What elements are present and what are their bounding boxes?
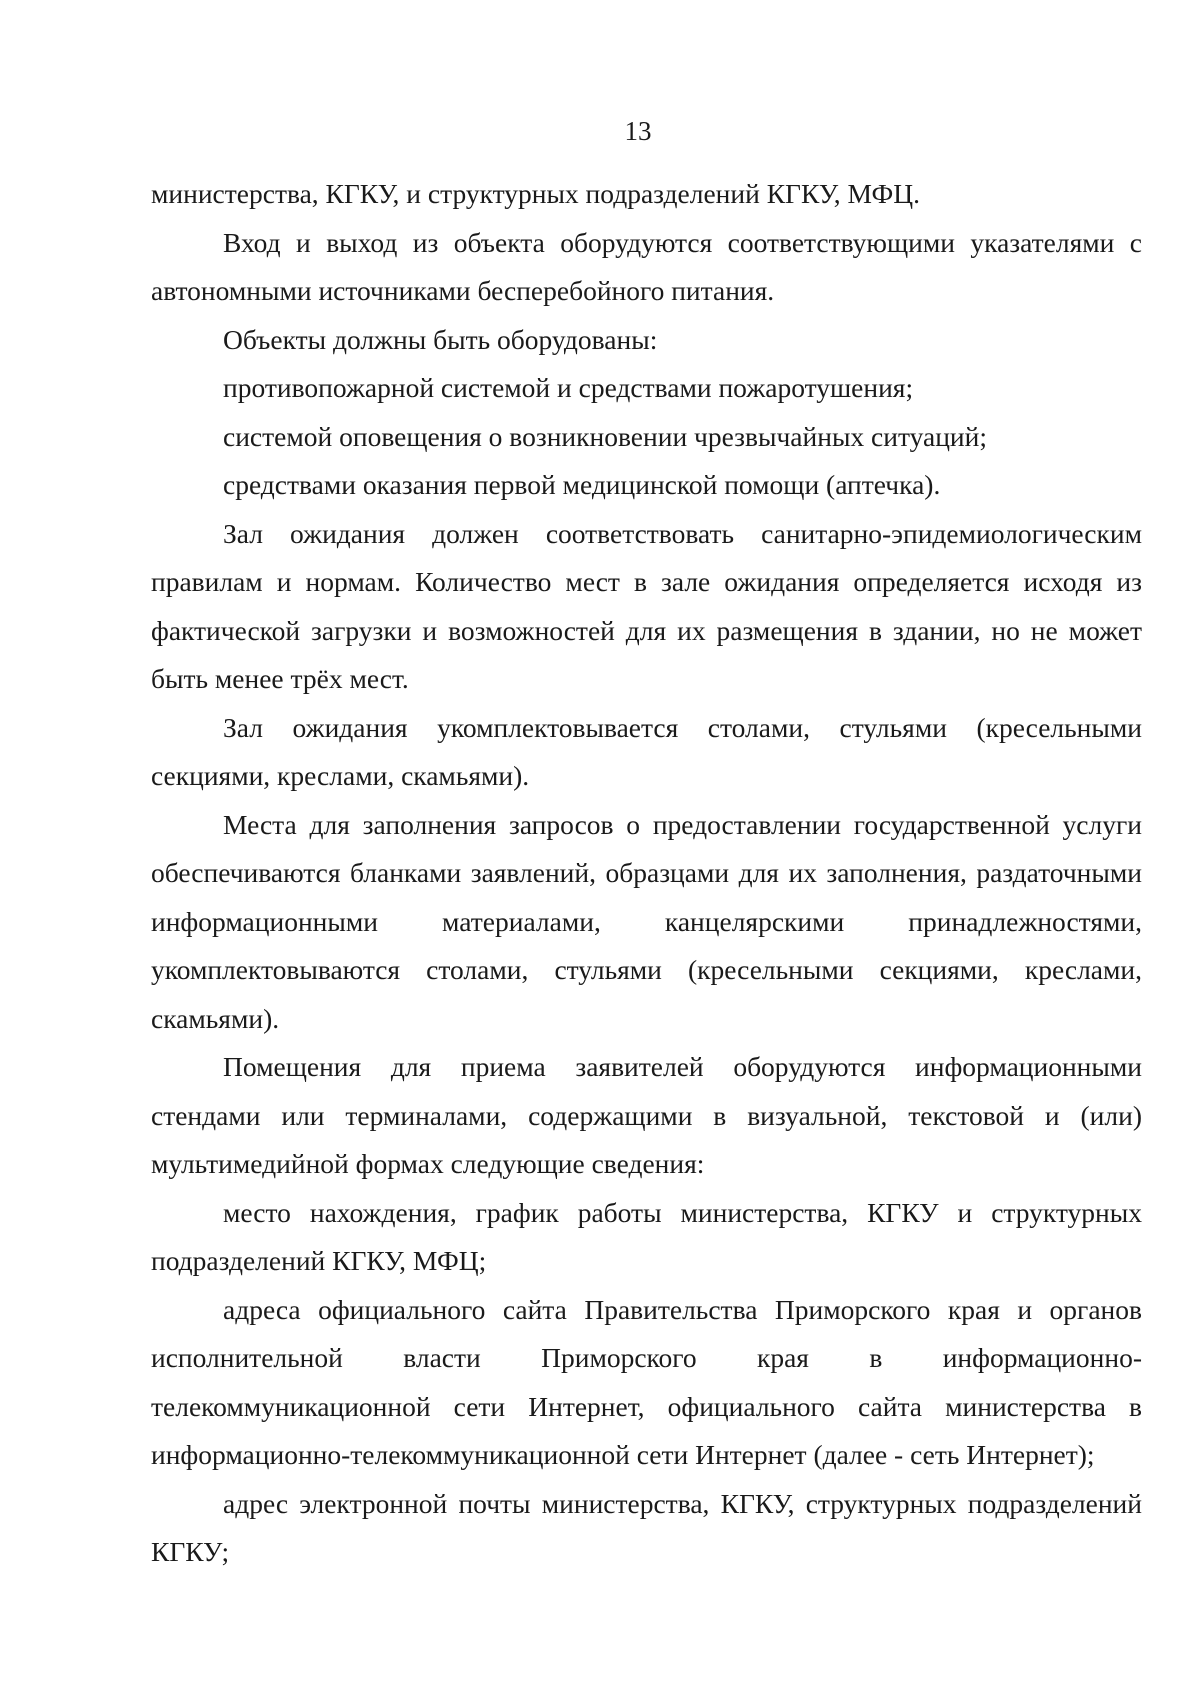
page-number: 13 [624,116,652,146]
list-item-fire-system: противопожарной системой и средствами пожаротушения; [223,372,914,403]
list-item-first-aid: средствами оказания первой медицинской помощи (аптечка). [223,469,941,500]
paragraph-waiting-hall-furniture: Зал ожидания укомплектовывается столами, стульями (кресельными секциями, креслами, скамьями). [151,711,1142,791]
paragraph-continuation: министерства, КГКУ, и структурных подразделений КГКУ, МФЦ. [151,178,921,209]
paragraph-request-places: Места для заполнения запросов о предоставлении государственной услуги обеспечиваются бланками заявлений, образцами для их заполнения, раздаточными информационными материалами, канцелярскими принадлежностями, укомплектовываются столами, стульями (кресельными секциями, креслами, скамьями). [151,808,1142,1034]
list-item-location-schedule: место нахождения, график работы министерства, КГКУ и структурных подразделений КГКУ, МФЦ; [151,1196,1142,1276]
paragraph-entry-exit: Вход и выход из объекта оборудуются соответствующими указателями с автономными источниками бесперебойного питания. [151,226,1142,306]
document-body [151,170,1142,1577]
paragraph-reception-rooms: Помещения для приема заявителей оборудуются информационными стендами или терминалами, содержащими в визуальной, текстовой и (или) мультимедийной формах следующие сведения: [151,1051,1142,1179]
list-item-emergency-alert: системой оповещения о возникновении чрезвычайных ситуаций; [223,420,988,452]
paragraph-objects-equipped: Объекты должны быть оборудованы: [223,323,658,355]
list-item-website-addresses: адреса официального сайта Правительства Приморского края и органов исполнительной власти Приморского края в информационно-телекоммуникационной сети Интернет, официального сайта министерства в информационно-телекоммуникационной сети Интернет (далее - сеть Интернет); [151,1293,1142,1470]
paragraph-waiting-hall-norms: Зал ожидания должен соответствовать санитарно-эпидемиологическим правилам и нормам. Количество мест в зале ожидания определяется исходя из фактической загрузки и возможностей для их размещения в здании, но не может быть менее трёх мест. [151,517,1142,694]
list-item-email-address: адрес электронной почты министерства, КГКУ, структурных подразделений КГКУ; [151,1487,1142,1567]
